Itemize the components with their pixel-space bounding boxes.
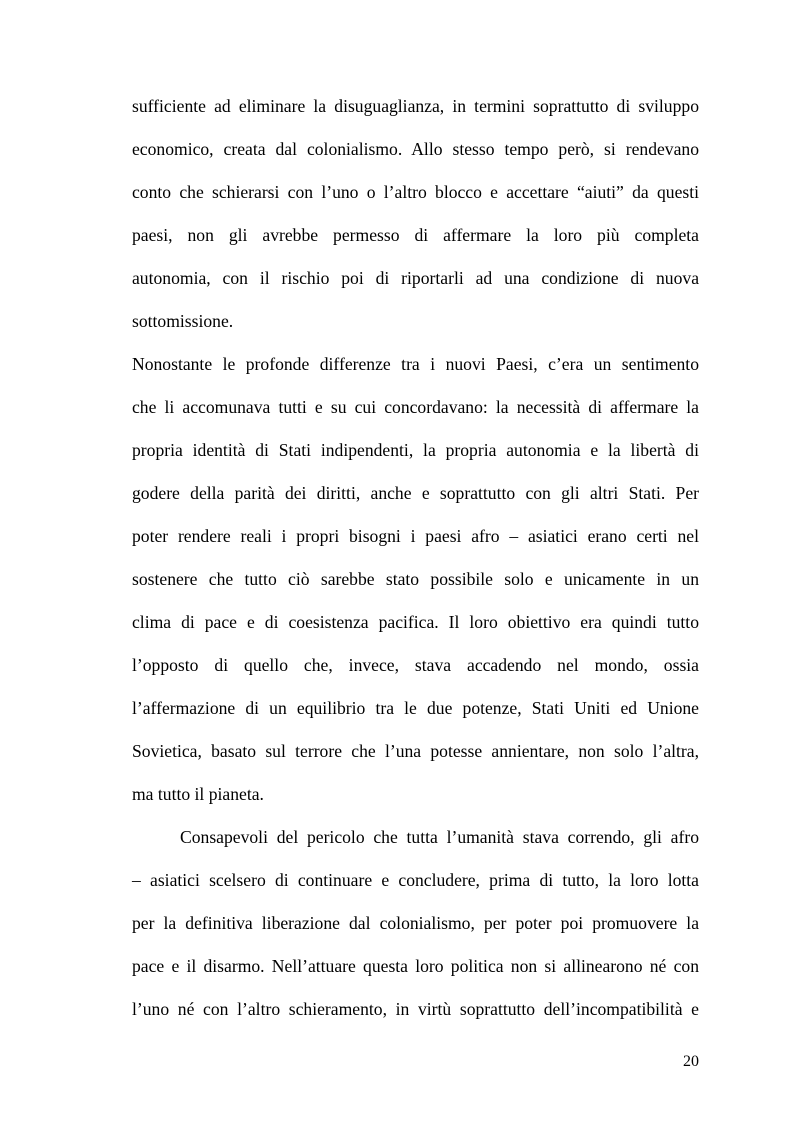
text-line-10: godere della parità dei diritti, anche e soprattutto con gli altri Stati. Per [132, 483, 699, 503]
text-line-18: Consapevoli del pericolo che tutta l’umanità stava correndo, gli afro [180, 827, 699, 847]
text-line-8: che li accomunava tutti e su cui concordavano: la necessità di affermare la [132, 397, 699, 417]
page-number: 20 [683, 1053, 699, 1070]
text-line-3: conto che schierarsi con l’uno o l’altro blocco e accettare “aiuti” da questi [132, 182, 699, 202]
text-line-15: l’affermazione di un equilibrio tra le due potenze, Stati Uniti ed Unione [132, 698, 699, 718]
text-line-6: sottomissione. [132, 311, 234, 331]
text-line-11: poter rendere reali i propri bisogni i paesi afro – asiatici erano certi nel [132, 526, 699, 546]
text-line-12: sostenere che tutto ciò sarebbe stato possibile solo e unicamente in un [132, 569, 699, 589]
text-line-14: l’opposto di quello che, invece, stava accadendo nel mondo, ossia [132, 655, 699, 675]
text-line-4: paesi, non gli avrebbe permesso di affermare la loro più completa [132, 225, 699, 245]
text-line-13: clima di pace e di coesistenza pacifica. Il loro obiettivo era quindi tutto [132, 612, 699, 632]
text-line-17: ma tutto il pianeta. [132, 784, 264, 804]
text-line-21: pace e il disarmo. Nell’attuare questa loro politica non si allinearono né con [132, 956, 699, 976]
text-line-22: l’uno né con l’altro schieramento, in virtù soprattutto dell’incompatibilità e [132, 999, 699, 1019]
text-line-1: sufficiente ad eliminare la disuguaglianza, in termini soprattutto di sviluppo [132, 96, 699, 116]
text-line-2: economico, creata dal colonialismo. Allo stesso tempo però, si rendevano [132, 139, 699, 159]
text-line-19: – asiatici scelsero di continuare e concludere, prima di tutto, la loro lotta [132, 870, 699, 890]
text-line-9: propria identità di Stati indipendenti, la propria autonomia e la libertà di [132, 440, 699, 460]
text-line-7: Nonostante le profonde differenze tra i nuovi Paesi, c’era un sentimento [132, 354, 699, 374]
text-line-5: autonomia, con il rischio poi di riportarli ad una condizione di nuova [132, 268, 699, 288]
text-line-16: Sovietica, basato sul terrore che l’una potesse annientare, non solo l’altra, [132, 741, 699, 761]
text-line-20: per la definitiva liberazione dal colonialismo, per poter poi promuovere la [132, 913, 699, 933]
